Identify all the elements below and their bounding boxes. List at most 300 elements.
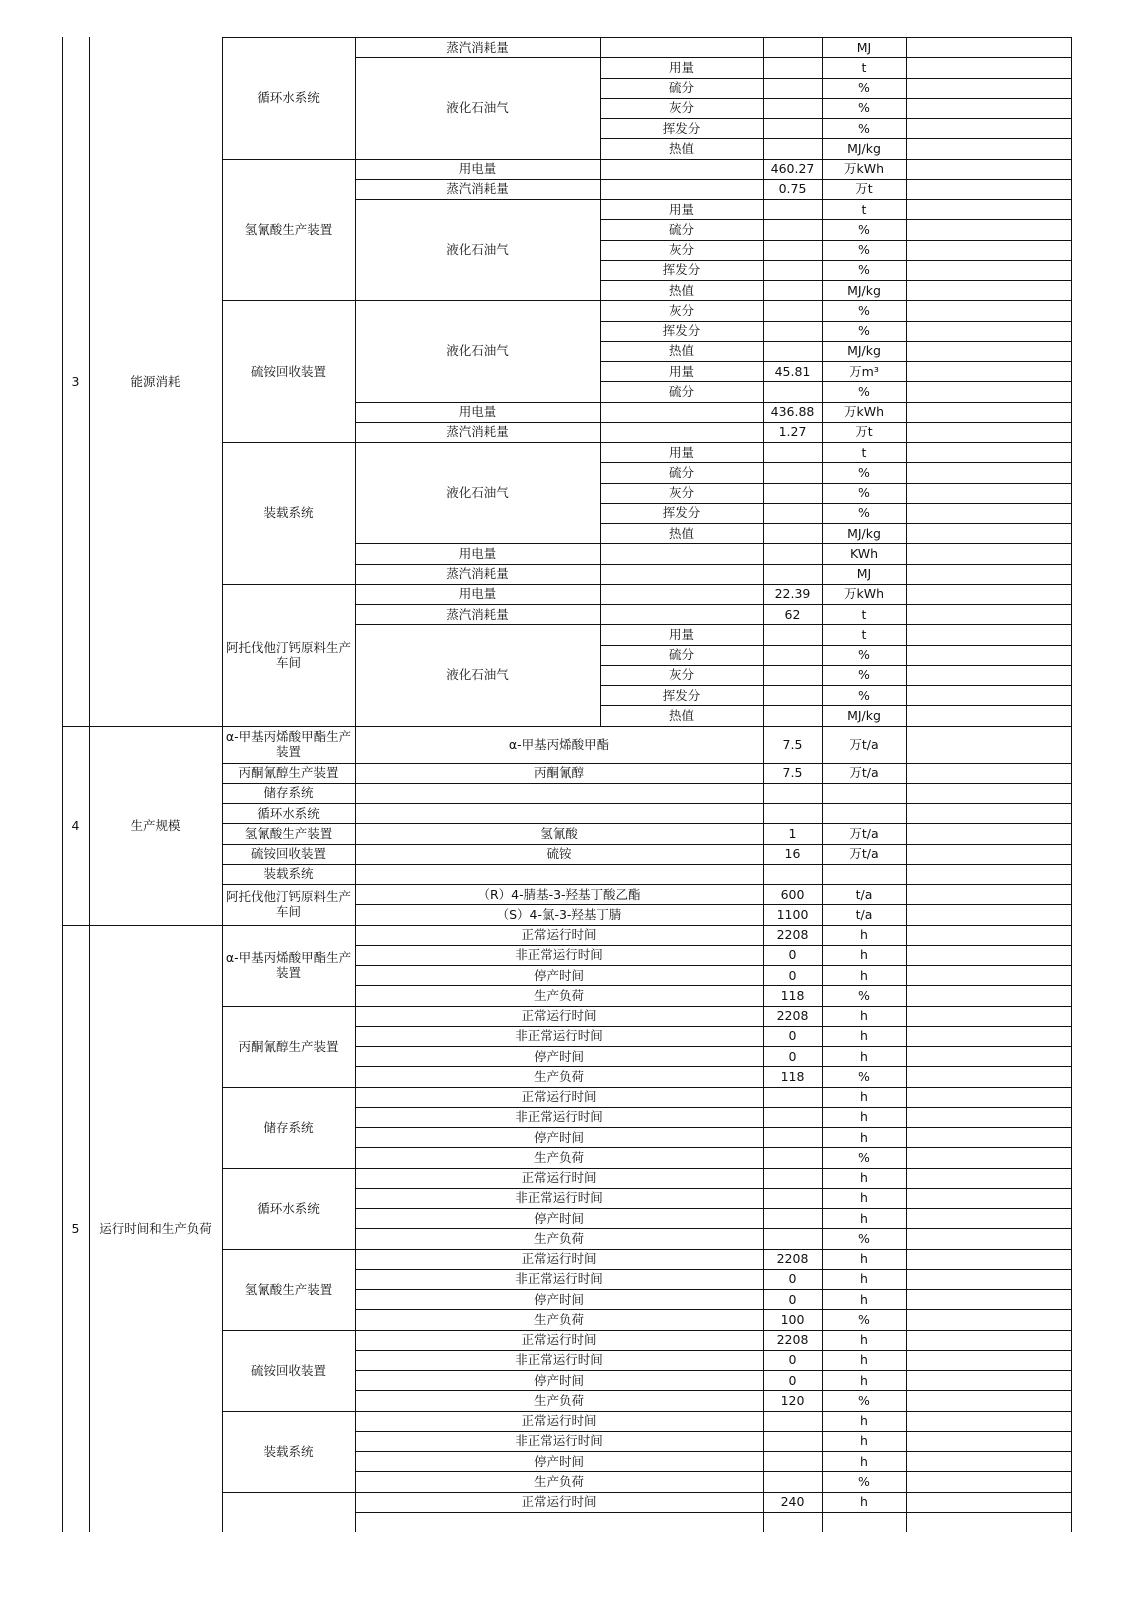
item-name: 蒸汽消耗量: [446, 181, 509, 197]
grid-line: [906, 1350, 907, 1370]
parameter-name: 灰分: [668, 485, 694, 501]
grid-line: [906, 37, 907, 57]
item-name: 非正常运行时间: [515, 1109, 603, 1125]
unit-name: 氢氰酸生产装置: [244, 1281, 333, 1297]
grid-line: [906, 1451, 907, 1471]
grid-line: [906, 1269, 907, 1289]
value-cell: [763, 219, 822, 239]
unit-cell: h: [860, 1028, 868, 1044]
grid-line: [906, 1330, 907, 1350]
unit-cell: 万t: [855, 424, 873, 440]
item-name: 非正常运行时间: [515, 1028, 603, 1044]
unit-cell: %: [858, 120, 870, 136]
unit-name: 循环水系统: [257, 1200, 320, 1216]
grid-line: [906, 1087, 907, 1107]
unit-name: 阿托伐他汀钙原料生产车间: [225, 889, 351, 920]
parameter-name: [600, 604, 763, 624]
unit-cell: 万t: [855, 181, 873, 197]
fuel-name: 液化石油气: [446, 242, 509, 258]
value-cell: 118: [780, 987, 805, 1003]
grid-line: [906, 118, 907, 138]
unit-cell: %: [858, 323, 870, 339]
unit-name: α-甲基丙烯酸甲酯生产装置: [225, 950, 352, 980]
grid-line: [906, 645, 907, 665]
unit-name: α-甲基丙烯酸甲酯生产装置: [225, 729, 352, 759]
grid-line: [906, 57, 907, 77]
unit-cell: 万t/a: [849, 846, 879, 862]
unit-cell: %: [858, 485, 870, 501]
parameter-name: [600, 584, 763, 604]
unit-cell: %: [858, 1311, 870, 1327]
grid-line: [906, 1512, 907, 1532]
parameter-name: 用量: [668, 444, 694, 460]
grid-line: [906, 1309, 907, 1329]
value-cell: [763, 240, 822, 260]
section-name: 能源消耗: [130, 373, 181, 389]
item-name: 用电量: [458, 404, 497, 420]
unit-name: 装载系统: [263, 1443, 314, 1459]
grid-line: [906, 240, 907, 260]
grid-line: [906, 1208, 907, 1228]
grid-line: [906, 1006, 907, 1026]
fuel-name: 液化石油气: [446, 485, 509, 501]
unit-cell: h: [860, 1291, 868, 1307]
parameter-name: [600, 422, 763, 442]
item-name: 非正常运行时间: [515, 947, 603, 963]
parameter-name: 用量: [668, 626, 694, 642]
item-name: 正常运行时间: [521, 1089, 597, 1105]
value-cell: [763, 503, 822, 523]
item-name: 蒸汽消耗量: [446, 606, 509, 622]
value-cell: 2208: [776, 927, 809, 943]
grid-line: [906, 823, 907, 843]
unit-cell: h: [860, 1251, 868, 1267]
unit-cell: h: [860, 1494, 868, 1510]
item-name: 蒸汽消耗量: [446, 424, 509, 440]
unit-cell: h: [860, 947, 868, 963]
value-cell: [763, 1411, 822, 1431]
unit-cell: %: [858, 687, 870, 703]
item-name: 非正常运行时间: [515, 1190, 603, 1206]
grid-line: [906, 1127, 907, 1147]
item-name: 停产时间: [533, 1453, 584, 1469]
unit-cell: t: [861, 606, 867, 622]
value-cell: 2208: [776, 1251, 809, 1267]
parameter-name: [600, 543, 763, 563]
parameter-name: 热值: [668, 282, 694, 298]
grid-line: [906, 925, 907, 945]
item-name: 生产负荷: [533, 1068, 584, 1084]
value-cell: [763, 1471, 822, 1491]
fuel-name: 液化石油气: [446, 667, 509, 683]
unit-cell: h: [860, 1170, 868, 1186]
value-cell: 2208: [776, 1332, 809, 1348]
unit-cell: h: [860, 1089, 868, 1105]
unit-cell: t/a: [855, 906, 873, 922]
parameter-name: [600, 402, 763, 422]
unit-cell: 万kWh: [843, 586, 885, 602]
unit-cell: t: [861, 59, 867, 75]
grid-line: [906, 422, 907, 442]
fuel-name: 液化石油气: [446, 100, 509, 116]
unit-cell: h: [860, 1372, 868, 1388]
value-cell: [763, 118, 822, 138]
grid-line: [906, 726, 907, 763]
unit-name: [222, 1492, 355, 1533]
grid-line: [906, 665, 907, 685]
value-cell: [763, 321, 822, 341]
value-cell: [763, 341, 822, 361]
parameter-name: 热值: [668, 525, 694, 541]
value-cell: [763, 483, 822, 503]
parameter-name: [600, 564, 763, 584]
unit-cell: MJ/kg: [847, 282, 881, 298]
value-cell: [763, 260, 822, 280]
section-name: 生产规模: [130, 817, 181, 833]
unit-name: 阿托伐他汀钙原料生产车间: [225, 639, 351, 670]
unit-cell: 万t/a: [849, 765, 879, 781]
item-name: 正常运行时间: [521, 1494, 597, 1510]
parameter-name: 挥发分: [662, 120, 701, 136]
value-cell: 0: [788, 1352, 797, 1368]
value-cell: [763, 685, 822, 705]
grid-line: [906, 503, 907, 523]
unit-cell: 万m³: [849, 363, 879, 379]
item-name: 生产负荷: [533, 1392, 584, 1408]
grid-line: [906, 138, 907, 158]
unit-cell: %: [858, 383, 870, 399]
unit-cell: KWh: [849, 545, 879, 561]
unit-cell: %: [858, 1230, 870, 1246]
value-cell: 118: [780, 1068, 805, 1084]
value-cell: 0.75: [778, 181, 807, 197]
unit-cell: h: [860, 927, 868, 943]
value-cell: 7.5: [782, 736, 803, 752]
grid-line: [906, 280, 907, 300]
parameter-name: 硫分: [668, 383, 694, 399]
unit-cell: MJ/kg: [847, 525, 881, 541]
unit-cell: MJ/kg: [847, 140, 881, 156]
item-name: 氢氰酸: [540, 825, 578, 841]
grid-line: [906, 783, 907, 803]
item-name: （S）4-氯-3-羟基丁腈: [496, 906, 622, 922]
parameter-name: [600, 179, 763, 199]
value-cell: 1: [788, 825, 797, 841]
unit-name: 储存系统: [263, 1119, 314, 1135]
value-cell: [763, 543, 822, 563]
grid-line: [906, 1370, 907, 1390]
grid-line: [906, 341, 907, 361]
item-name: 蒸汽消耗量: [446, 39, 509, 55]
grid-line: [906, 803, 907, 823]
unit-cell: h: [860, 1129, 868, 1145]
grid-line: [906, 1066, 907, 1086]
unit-name: 循环水系统: [257, 90, 320, 106]
value-cell: 240: [780, 1494, 805, 1510]
unit-cell: %: [858, 505, 870, 521]
value-cell: [763, 1188, 822, 1208]
unit-cell: h: [860, 1433, 868, 1449]
unit-cell: h: [860, 1453, 868, 1469]
value-cell: 100: [780, 1311, 805, 1327]
unit-cell: %: [858, 1392, 870, 1408]
item-name: （R）4-腈基-3-羟基丁酸乙酯: [477, 886, 641, 902]
value-cell: [763, 1107, 822, 1127]
parameter-name: 灰分: [668, 242, 694, 258]
grid-line: [906, 584, 907, 604]
unit-cell: h: [860, 1190, 868, 1206]
value-cell: 0: [788, 1271, 797, 1287]
item-name: 用电量: [458, 161, 497, 177]
unit-cell: h: [860, 967, 868, 983]
grid-line: [906, 199, 907, 219]
item-name: 生产负荷: [533, 1311, 584, 1327]
parameter-name: 挥发分: [662, 323, 701, 339]
item-name: [355, 1512, 763, 1532]
parameter-name: 挥发分: [662, 505, 701, 521]
unit-cell: [822, 803, 906, 823]
grid-line: [906, 945, 907, 965]
parameter-name: 用量: [668, 59, 694, 75]
unit-cell: %: [858, 262, 870, 278]
unit-cell: %: [858, 1068, 870, 1084]
grid-line: [906, 1168, 907, 1188]
item-name: 非正常运行时间: [515, 1271, 603, 1287]
item-name: [355, 783, 763, 803]
section-number: 4: [71, 817, 80, 833]
unit-name: 丙酮氰醇生产装置: [238, 765, 339, 781]
parameter-name: [600, 37, 763, 57]
item-name: 停产时间: [533, 1291, 584, 1307]
value-cell: [763, 1127, 822, 1147]
parameter-name: 热值: [668, 140, 694, 156]
value-cell: [763, 1451, 822, 1471]
grid-line: [906, 624, 907, 644]
item-name: 正常运行时间: [521, 1170, 597, 1186]
value-cell: [763, 37, 822, 57]
unit-cell: %: [858, 242, 870, 258]
value-cell: 436.88: [770, 404, 815, 420]
item-name: 停产时间: [533, 967, 584, 983]
grid-line: [906, 1492, 907, 1512]
value-cell: 16: [784, 846, 801, 862]
parameter-name: 硫分: [668, 647, 694, 663]
value-cell: [763, 1087, 822, 1107]
value-cell: [763, 462, 822, 482]
value-cell: [763, 564, 822, 584]
value-cell: [763, 624, 822, 644]
parameter-name: 灰分: [668, 302, 694, 318]
unit-cell: [822, 783, 906, 803]
value-cell: 22.39: [774, 586, 811, 602]
grid-line: [1071, 37, 1072, 1532]
unit-name: 氢氰酸生产装置: [244, 221, 333, 237]
item-name: 正常运行时间: [521, 927, 597, 943]
grid-line: [906, 1147, 907, 1167]
unit-cell: h: [860, 1008, 868, 1024]
section-number: 3: [71, 373, 80, 389]
grid-line: [906, 1026, 907, 1046]
unit-cell: %: [858, 221, 870, 237]
parameter-name: 灰分: [668, 100, 694, 116]
value-cell: [763, 1147, 822, 1167]
value-cell: [763, 1512, 822, 1532]
grid-line: [906, 1471, 907, 1491]
unit-cell: 万kWh: [843, 404, 885, 420]
grid-line: [906, 864, 907, 884]
grid-line: [906, 985, 907, 1005]
unit-cell: 万t/a: [849, 736, 879, 752]
value-cell: [763, 381, 822, 401]
value-cell: [763, 1208, 822, 1228]
unit-name: 氢氰酸生产装置: [244, 825, 333, 841]
grid-line: [906, 1107, 907, 1127]
value-cell: [763, 705, 822, 725]
grid-line: [906, 381, 907, 401]
item-name: 非正常运行时间: [515, 1352, 603, 1368]
unit-cell: %: [858, 667, 870, 683]
unit-cell: h: [860, 1048, 868, 1064]
parameter-name: 灰分: [668, 667, 694, 683]
grid-line: [906, 462, 907, 482]
item-name: 正常运行时间: [521, 1008, 597, 1024]
grid-line: [906, 844, 907, 864]
unit-cell: %: [858, 647, 870, 663]
grid-line: [906, 1249, 907, 1269]
parameter-name: 硫分: [668, 221, 694, 237]
grid-line: [906, 321, 907, 341]
unit-cell: %: [858, 1473, 870, 1489]
grid-line: [906, 78, 907, 98]
grid-line: [906, 543, 907, 563]
item-name: 非正常运行时间: [515, 1433, 603, 1449]
unit-cell: %: [858, 302, 870, 318]
item-name: 停产时间: [533, 1372, 584, 1388]
parameter-name: 热值: [668, 343, 694, 359]
item-name: 生产负荷: [533, 1230, 584, 1246]
item-name: [355, 803, 763, 823]
unit-name: 装载系统: [263, 505, 314, 521]
item-name: 正常运行时间: [521, 1251, 597, 1267]
value-cell: 600: [780, 886, 805, 902]
value-cell: 1.27: [778, 424, 807, 440]
grid-line: [906, 219, 907, 239]
unit-cell: MJ/kg: [847, 707, 881, 723]
unit-cell: t: [861, 201, 867, 217]
unit-name: 硫铵回收装置: [250, 846, 326, 862]
value-cell: [763, 300, 822, 320]
unit-cell: t: [861, 444, 867, 460]
unit-cell: h: [860, 1109, 868, 1125]
value-cell: 62: [784, 606, 801, 622]
item-name: 停产时间: [533, 1048, 584, 1064]
item-name: 生产负荷: [533, 1149, 584, 1165]
grid-line: [906, 564, 907, 584]
section-name: 运行时间和生产负荷: [99, 1220, 212, 1236]
unit-cell: h: [860, 1352, 868, 1368]
value-cell: 0: [788, 947, 797, 963]
unit-cell: h: [860, 1210, 868, 1226]
unit-name: 丙酮氰醇生产装置: [238, 1038, 339, 1054]
unit-cell: %: [858, 100, 870, 116]
item-name: 硫铵: [546, 846, 572, 862]
value-cell: 45.81: [774, 363, 811, 379]
value-cell: [763, 78, 822, 98]
parameter-name: 用量: [668, 201, 694, 217]
grid-line: [906, 260, 907, 280]
value-cell: [763, 665, 822, 685]
value-cell: 0: [788, 1372, 797, 1388]
value-cell: [763, 783, 822, 803]
grid-line: [906, 1046, 907, 1066]
value-cell: [763, 98, 822, 118]
value-cell: [763, 280, 822, 300]
parameter-name: [600, 159, 763, 179]
grid-line: [906, 1431, 907, 1451]
value-cell: [763, 1168, 822, 1188]
unit-cell: 万t/a: [849, 825, 879, 841]
value-cell: 0: [788, 967, 797, 983]
unit-name: 硫铵回收装置: [250, 363, 326, 379]
value-cell: [763, 199, 822, 219]
grid-line: [906, 159, 907, 179]
grid-line: [906, 483, 907, 503]
value-cell: [763, 523, 822, 543]
parameter-name: 用量: [668, 363, 694, 379]
item-name: [355, 864, 763, 884]
parameter-name: 热值: [668, 707, 694, 723]
item-name: 丙酮氰醇: [533, 765, 584, 781]
parameter-name: 挥发分: [662, 687, 701, 703]
grid-line: [906, 685, 907, 705]
value-cell: [763, 864, 822, 884]
unit-name: 储存系统: [263, 785, 314, 801]
unit-cell: t: [861, 626, 867, 642]
fuel-name: 液化石油气: [446, 343, 509, 359]
grid-line: [906, 179, 907, 199]
unit-cell: [822, 1512, 906, 1532]
unit-cell: 万kWh: [843, 161, 885, 177]
unit-cell: h: [860, 1271, 868, 1287]
value-cell: [763, 1431, 822, 1451]
grid-line: [906, 361, 907, 381]
unit-cell: h: [860, 1413, 868, 1429]
value-cell: 1100: [776, 906, 809, 922]
unit-cell: %: [858, 1149, 870, 1165]
grid-line: [906, 904, 907, 924]
item-name: 蒸汽消耗量: [446, 566, 509, 582]
unit-name: 硫铵回收装置: [250, 1362, 326, 1378]
grid-line: [906, 705, 907, 725]
grid-line: [906, 402, 907, 422]
value-cell: [763, 1228, 822, 1248]
item-name: α-甲基丙烯酸甲酯: [508, 736, 610, 752]
item-name: 生产负荷: [533, 1473, 584, 1489]
grid-line: [906, 1411, 907, 1431]
grid-line: [906, 965, 907, 985]
grid-line: [906, 604, 907, 624]
unit-cell: MJ: [856, 39, 872, 55]
value-cell: 0: [788, 1048, 797, 1064]
unit-cell: t/a: [855, 886, 873, 902]
unit-cell: MJ/kg: [847, 343, 881, 359]
unit-cell: %: [858, 987, 870, 1003]
grid-line: [906, 442, 907, 462]
grid-line: [906, 523, 907, 543]
parameter-name: 硫分: [668, 464, 694, 480]
item-name: 正常运行时间: [521, 1413, 597, 1429]
unit-name: 装载系统: [263, 866, 314, 882]
